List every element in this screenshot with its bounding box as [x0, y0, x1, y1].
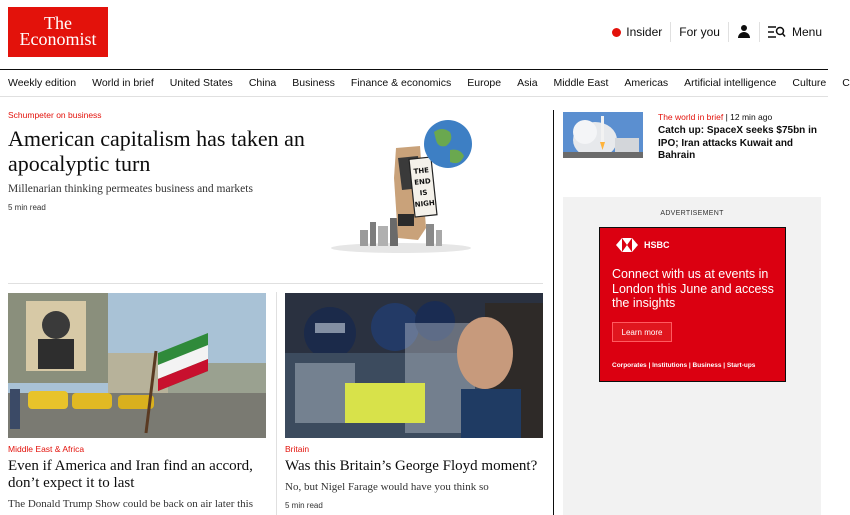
nav-item-world-in-brief[interactable]: World in brief: [92, 77, 154, 89]
nav-item-americas[interactable]: Americas: [624, 77, 669, 89]
person-icon: [737, 25, 751, 39]
hsbc-ad[interactable]: [599, 227, 786, 382]
advertisement-panel: [563, 197, 821, 515]
site-header: [0, 0, 828, 68]
hsbc-logo: [616, 238, 670, 252]
lead-illustration[interactable]: [326, 118, 476, 258]
for-you-link[interactable]: [671, 22, 729, 42]
lead-readtime: 5 min read: [8, 203, 46, 212]
sign-text-1: THE: [413, 166, 430, 176]
section-nav: [0, 69, 850, 97]
brief-timestamp: 12 min ago: [730, 112, 773, 122]
brief-headline[interactable]: Catch up: SpaceX seeks $75bn in IPO; Iran attacks Kuwait and Bahrain: [658, 125, 817, 161]
menu-label: Menu: [791, 25, 822, 39]
brief-section-link[interactable]: The world in brief: [658, 112, 724, 122]
nav-item-weekly-edition[interactable]: Weekly edition: [8, 77, 77, 89]
advertisement-label: ADVERTISEMENT: [660, 210, 724, 217]
lead-rubric[interactable]: Schumpeter on business: [8, 110, 102, 120]
card-dek: No, but Nigel Farage would have you think so: [285, 481, 489, 493]
lead-story[interactable]: [8, 110, 318, 212]
nav-item-finance-economics[interactable]: Finance & economics: [350, 77, 452, 89]
nav-item-middle-east[interactable]: Middle East: [553, 77, 609, 89]
card-rubric[interactable]: Britain: [285, 444, 310, 454]
for-you-label: For you: [679, 25, 720, 39]
lead-headline[interactable]: American capitalism has taken an apocalyptic turn: [8, 126, 305, 176]
sign-text-2: END: [413, 177, 432, 187]
story-image-police[interactable]: [285, 293, 543, 438]
story-image-tehran[interactable]: [8, 293, 266, 438]
insider-label: Insider: [626, 25, 663, 39]
hsbc-hexagon-icon: [616, 238, 638, 252]
lead-dek: Millenarian thinking permeates business and markets: [8, 183, 253, 195]
header-actions: [604, 22, 822, 42]
card-readtime: 5 min read: [285, 501, 323, 510]
insider-link[interactable]: [604, 22, 671, 42]
card-dek: The Donald Trump Show could be back on air later this: [8, 498, 254, 510]
brief-image-rocket[interactable]: [563, 112, 643, 158]
hsbc-copy: Connect with us at events in London this June and access the insights: [612, 267, 774, 310]
brief-text: [658, 112, 823, 163]
column-divider: [553, 110, 554, 515]
sign-text-4: NIGH: [414, 198, 436, 209]
sign-text-3: IS: [419, 188, 428, 198]
nav-item-culture[interactable]: Culture: [792, 77, 827, 89]
nav-item-business[interactable]: Business: [292, 77, 335, 89]
card-headline[interactable]: Even if America and Iran find an accord, don’t expect it to last: [8, 458, 253, 491]
card-headline[interactable]: Was this Britain’s George Floyd moment?: [285, 458, 538, 474]
learn-more-button[interactable]: Learn more: [612, 322, 672, 342]
hsbc-footer: Corporates | Institutions | Business | Start-ups: [612, 362, 756, 369]
brief-separator: |: [725, 112, 731, 122]
story-card-iran[interactable]: [8, 293, 266, 510]
hsbc-brand: HSBC: [644, 240, 670, 250]
nav-item-asia[interactable]: Asia: [517, 77, 538, 89]
logo-line-1: The: [44, 13, 72, 33]
account-button[interactable]: [729, 22, 760, 42]
logo-line-2: Economist: [19, 29, 97, 49]
nav-item-artificial-intelligence[interactable]: Artificial intelligence: [684, 77, 777, 89]
story-card-britain[interactable]: [285, 293, 543, 510]
nav-item-china[interactable]: China: [248, 77, 277, 89]
nav-item-europe[interactable]: Europe: [467, 77, 502, 89]
brief-meta: [658, 112, 823, 122]
nav-item-c[interactable]: C: [842, 77, 850, 89]
search-menu-icon: [768, 26, 786, 38]
divider: [8, 283, 543, 284]
nav-item-united-states[interactable]: United States: [169, 77, 233, 89]
card-rubric[interactable]: Middle East & Africa: [8, 444, 85, 454]
economist-logo[interactable]: [8, 7, 108, 57]
insider-dot-icon: [612, 28, 621, 37]
menu-button[interactable]: [760, 22, 822, 42]
world-in-brief-item[interactable]: [563, 112, 823, 162]
card-divider: [276, 292, 277, 515]
